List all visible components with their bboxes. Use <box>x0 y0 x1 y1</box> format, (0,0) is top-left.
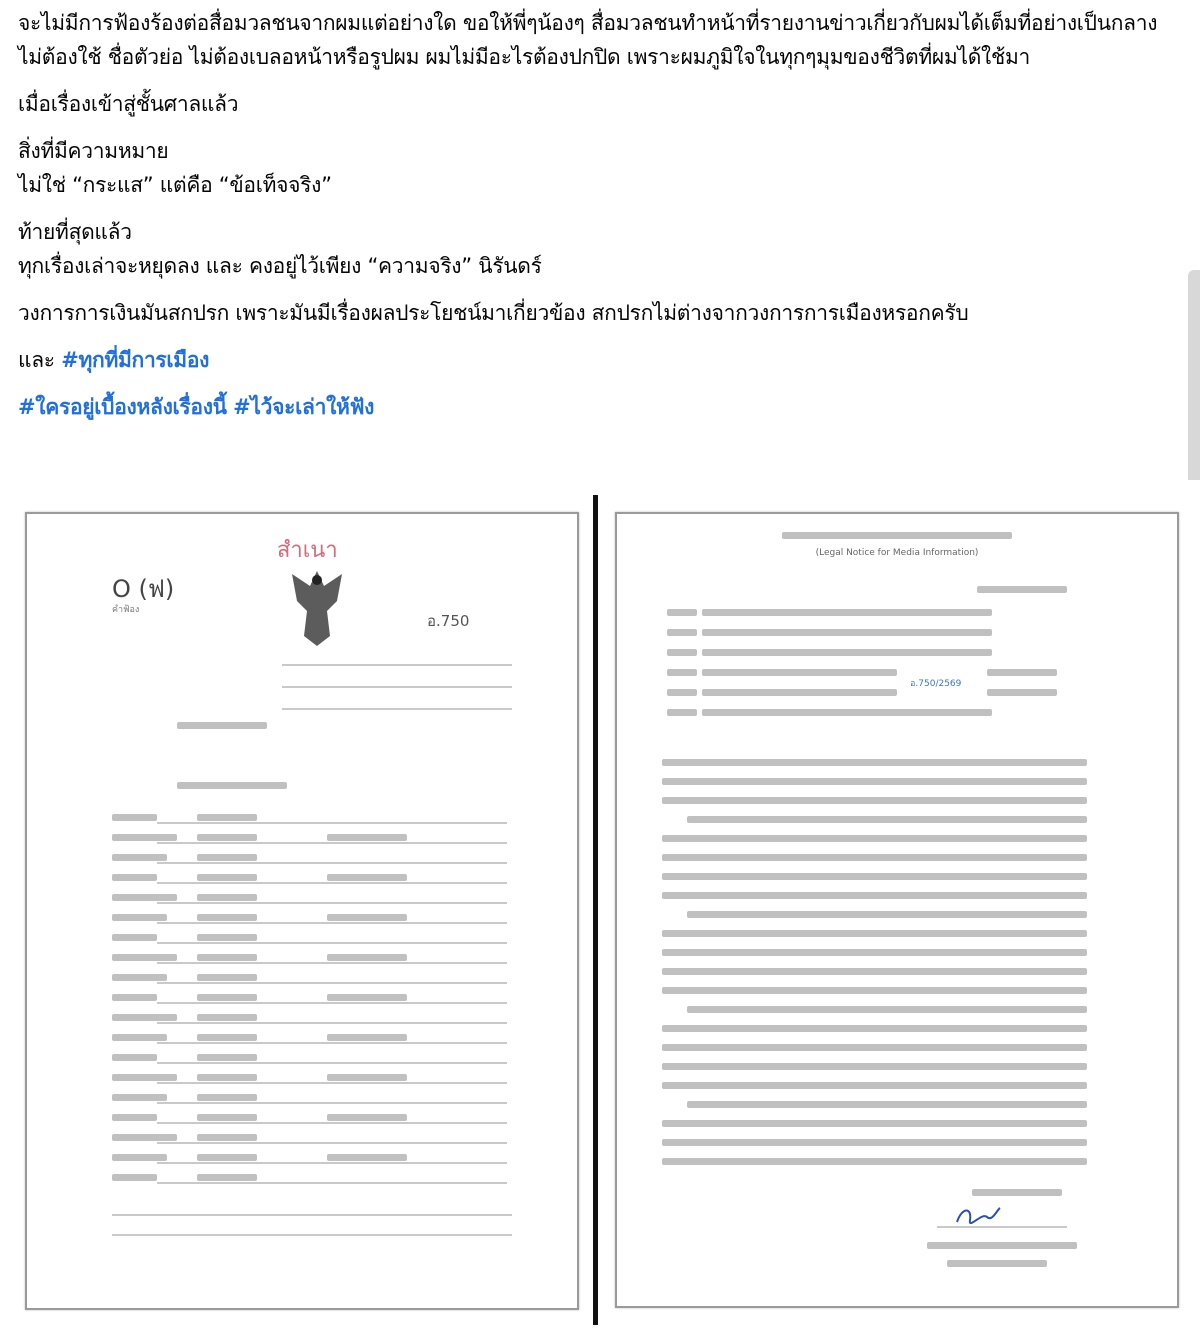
document-text-line <box>987 669 1057 676</box>
document-text-line <box>197 1034 257 1041</box>
document-text-line <box>662 968 1087 975</box>
document-text-line <box>157 982 507 984</box>
document-text-line <box>327 994 407 1001</box>
document-text-line <box>157 1102 507 1104</box>
document-text-line <box>687 1006 1087 1013</box>
document-text-line <box>662 987 1087 994</box>
line: ไม่ใช่ “กระแส” แต่คือ “ข้อเท็จจริง” <box>18 173 332 197</box>
copy-stamp: สำเนา <box>277 538 338 563</box>
paragraph-7 <box>18 390 1183 424</box>
document-text-line <box>702 629 992 636</box>
document-text-line <box>197 1054 257 1061</box>
document-text-line <box>197 914 257 921</box>
document-text-line <box>662 1025 1087 1032</box>
form-code: O (ฟ) <box>112 575 175 603</box>
paragraph-1: จะไม่มีการฟ้องร้องต่อสื่อมวลชนจากผมแต่อย่างใด ขอให้พี่ๆน้องๆ สื่อมวลชนทำหน้าที่รายงานข่าวเกี่ยวกับผมได้เต็มที่อย่างเป็นกลาง ไม่ต้องใช้ ชื่อตัวย่อ ไม่ต้องเบลอหน้าหรือรูปผม ผมไม่มีอะไรต้องปกปิด เพราะผมภูมิใจในทุกๆมุมของชีวิตที่ผมได้ใช้มา <box>18 11 1158 69</box>
document-text-line <box>197 814 257 821</box>
document-text-line <box>197 1094 257 1101</box>
paragraph-6 <box>18 343 1183 377</box>
document-text-line <box>702 669 897 676</box>
document-text-line <box>327 914 407 921</box>
document-text-line <box>667 609 697 616</box>
document-text-line <box>112 854 167 861</box>
document-text-line <box>112 894 177 901</box>
document-text-line <box>197 1134 257 1141</box>
document-text-line <box>977 586 1067 593</box>
document-text-line <box>112 1214 512 1216</box>
case-number: อ.750 <box>427 612 470 630</box>
document-text-line <box>157 902 507 904</box>
document-text-line <box>667 649 697 656</box>
document-text-line <box>782 532 1012 539</box>
document-text-line <box>197 1014 257 1021</box>
document-text-line <box>667 669 697 676</box>
document-text-line <box>662 1063 1087 1070</box>
form-label: คำฟ้อง <box>112 605 140 615</box>
document-text-line <box>112 1074 177 1081</box>
document-text-line <box>197 874 257 881</box>
paragraph-5: วงการการเงินมันสกปรก เพราะมันมีเรื่องผลประโยชน์มาเกี่ยวข้อง สกปรกไม่ต่างจากวงการการเมืองหรอกครับ <box>18 301 969 325</box>
document-text-line <box>662 1082 1087 1089</box>
document-text-line <box>112 1114 157 1121</box>
document-text-line <box>662 1158 1087 1165</box>
document-text-line <box>157 1042 507 1044</box>
document-text-line <box>157 922 507 924</box>
line: ทุกเรื่องเล่าจะหยุดลง และ คงอยู่ไว้เพียง “ความจริง” นิรันดร์ <box>18 254 542 278</box>
document-text-line <box>112 1174 157 1181</box>
document-text-line <box>112 954 177 961</box>
document-text-line <box>112 1134 177 1141</box>
document-text-line <box>112 994 157 1001</box>
paragraph-3 <box>18 134 1183 202</box>
document-text-line <box>197 974 257 981</box>
document-text-line <box>157 822 507 824</box>
document-text-line <box>327 1034 407 1041</box>
document-text-line <box>157 1082 507 1084</box>
document-text-line <box>662 1139 1087 1146</box>
document-text-line <box>157 842 507 844</box>
document-text-line <box>112 974 167 981</box>
document-text-line <box>972 1189 1062 1196</box>
document-text-line <box>157 1122 507 1124</box>
document-text-line <box>282 664 512 666</box>
document-text-line <box>327 834 407 841</box>
document-text-line <box>662 930 1087 937</box>
document-text-line <box>937 1226 1067 1228</box>
document-text-line <box>662 1044 1087 1051</box>
document-text-line <box>112 874 157 881</box>
document-text-line <box>662 1120 1087 1127</box>
document-text-line <box>327 874 407 881</box>
post-photo[interactable] <box>0 480 1200 1328</box>
document-text-line <box>177 782 287 789</box>
document-text-line <box>157 1002 507 1004</box>
document-text-line <box>112 1094 167 1101</box>
document-text-line <box>197 1114 257 1121</box>
document-text-line <box>112 1054 157 1061</box>
line: สิ่งที่มีความหมาย <box>18 139 169 163</box>
notice-case-number: อ.750/2569 <box>907 678 964 690</box>
document-text-line <box>662 797 1087 804</box>
document-text-line <box>667 709 697 716</box>
document-text-line <box>112 934 157 941</box>
document-text-line <box>157 1022 507 1024</box>
document-text-line <box>197 834 257 841</box>
paragraph-2: เมื่อเรื่องเข้าสู่ชั้นศาลแล้ว <box>18 92 239 116</box>
document-text-line <box>197 854 257 861</box>
document-text-line <box>157 862 507 864</box>
document-text-line <box>157 962 507 964</box>
document-text-line <box>662 778 1087 785</box>
hashtag-link[interactable]: #ทุกที่มีการเมือง <box>61 348 210 372</box>
hashtag-link[interactable]: #ใครอยู่เบื้องหลังเรื่องนี้ <box>18 395 227 419</box>
document-text-line <box>177 722 267 729</box>
document-text-line <box>157 942 507 944</box>
line: ท้ายที่สุดแล้ว <box>18 220 132 244</box>
document-text-line <box>702 689 897 696</box>
image-divider <box>593 495 598 1325</box>
document-text-line <box>662 949 1087 956</box>
document-text-line <box>157 1142 507 1144</box>
document-text-line <box>157 1182 507 1184</box>
document-text-line <box>662 759 1087 766</box>
document-text-line <box>687 1101 1087 1108</box>
legal-notice-document <box>615 512 1179 1308</box>
document-text-line <box>702 609 992 616</box>
document-text-line <box>327 1114 407 1121</box>
document-text-line <box>197 1074 257 1081</box>
document-text-line <box>112 834 177 841</box>
line: และ <box>18 348 55 372</box>
document-text-line <box>157 882 507 884</box>
document-text-line <box>112 1234 512 1236</box>
document-text-line <box>112 914 167 921</box>
document-text-line <box>112 1034 167 1041</box>
document-text-line <box>927 1242 1077 1249</box>
document-text-line <box>112 1154 167 1161</box>
document-text-line <box>327 1074 407 1081</box>
document-text-line <box>157 1162 507 1164</box>
document-text-line <box>702 709 992 716</box>
document-text-line <box>327 954 407 961</box>
document-text-line <box>197 994 257 1001</box>
document-text-line <box>327 1154 407 1161</box>
document-text-line <box>282 708 512 710</box>
document-text-line <box>112 814 157 821</box>
paragraph-4 <box>18 215 1183 283</box>
notice-subtitle: (Legal Notice for Media Information) <box>815 548 979 558</box>
document-text-line <box>197 934 257 941</box>
document-text-line <box>112 1014 177 1021</box>
document-text-line <box>662 873 1087 880</box>
document-text-line <box>282 686 512 688</box>
document-text-line <box>687 911 1087 918</box>
document-text-line <box>667 629 697 636</box>
document-text-line <box>197 954 257 961</box>
document-text-line <box>157 1062 507 1064</box>
document-text-line <box>197 1174 257 1181</box>
garuda-emblem-icon <box>282 566 352 651</box>
document-text-line <box>702 649 992 656</box>
document-text-line <box>947 1260 1047 1267</box>
document-text-line <box>662 835 1087 842</box>
hashtag-link[interactable]: #ไว้จะเล่าให้ฟัง <box>233 395 375 419</box>
document-text-line <box>987 689 1057 696</box>
document-text-line <box>197 1154 257 1161</box>
document-text-line <box>662 854 1087 861</box>
court-complaint-document <box>25 512 579 1310</box>
document-text-line <box>662 892 1087 899</box>
post-text <box>18 6 1183 437</box>
document-text-line <box>687 816 1087 823</box>
document-text-line <box>667 689 697 696</box>
document-text-line <box>197 894 257 901</box>
